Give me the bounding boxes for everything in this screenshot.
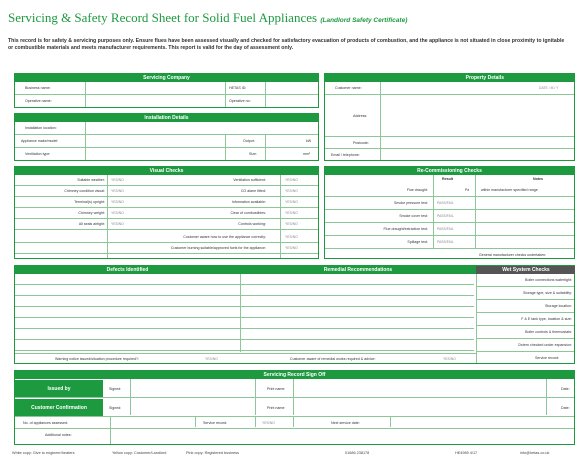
visual-checks-header: Visual Checks: [15, 167, 318, 175]
wet-service-record-label: Service record:: [535, 356, 560, 360]
address-field[interactable]: [381, 96, 571, 136]
visual-check-left-option[interactable]: YES/NO: [111, 211, 124, 215]
operative-no-field[interactable]: [266, 96, 318, 107]
hetas-id-field[interactable]: [266, 83, 318, 94]
operative-no-label: Operative no:: [229, 99, 251, 103]
visual-check-wide-label: Customer aware how to use the appliance correctly:: [183, 235, 266, 239]
visual-check-right-option[interactable]: YES/NO: [285, 189, 298, 193]
visual-check-right-label: Ventilation sufficient:: [233, 178, 266, 182]
visual-check-left-label: Chimney condition visual:: [64, 189, 105, 193]
next-service-date-label: Next service date:: [331, 421, 360, 425]
date-placeholder: DATE / M / Y: [539, 86, 559, 90]
signoff-header: Servicing Record Sign Off: [15, 371, 574, 379]
recommission-label: Flue draught:: [406, 188, 428, 192]
visual-check-right-option[interactable]: YES/NO: [285, 200, 298, 204]
visual-check-left-label: Chimney weight:: [78, 211, 105, 215]
footer-white-copy: White copy: Give to engineer/heaters: [12, 451, 75, 455]
additional-notes-label: Additional notes:: [45, 433, 72, 437]
visual-check-left-option[interactable]: YES/NO: [111, 200, 124, 204]
customer-name-field[interactable]: [381, 83, 531, 94]
warning-notice-label: Warning notice issued/situation procedure required?:: [55, 357, 139, 361]
wet-system-check-label: Boiler controls & thermostats:: [525, 330, 572, 334]
flue-draught-note: within manufacturer specified range: [481, 188, 538, 192]
wet-system-check-label: Storage type, size & suitability:: [523, 291, 572, 295]
issued-print-name-label: Print name:: [267, 387, 286, 391]
property-details-section: [324, 73, 575, 161]
visual-check-left-option[interactable]: YES/NO: [111, 178, 124, 182]
issued-date-label: Date:: [561, 387, 570, 391]
issued-by-label: Issued by: [15, 380, 103, 398]
visual-check-right-option[interactable]: YES/NO: [285, 211, 298, 215]
no-appliances-label: No. of appliances assessed:: [23, 421, 68, 425]
visual-check-right-option[interactable]: YES/NO: [285, 222, 298, 226]
footer-email: info@hetas.co.uk: [520, 451, 550, 455]
address-label: Address:: [353, 114, 368, 118]
business-name-field[interactable]: [86, 83, 224, 94]
recommission-option[interactable]: PASS/FAIL: [437, 227, 454, 231]
postcode-label: Postcode:: [353, 141, 369, 145]
manufacturer-checks-label: General manufacturer checks undertaken:: [479, 253, 547, 257]
installation-details-section: [14, 113, 319, 161]
page-title: [8, 10, 407, 26]
signoff-service-record-label: Service record:: [203, 421, 228, 425]
flue-draught-unit: Pa: [465, 188, 470, 192]
recommission-option[interactable]: PASS/FAIL: [437, 201, 454, 205]
size-field[interactable]: [266, 149, 302, 160]
customer-name-label: Customer name:: [335, 86, 362, 90]
recommission-label: Smoke cover test:: [399, 214, 428, 218]
customer-confirmation-label: Customer Confirmation: [15, 399, 103, 417]
wet-system-check-label: Storage location:: [545, 304, 572, 308]
operative-name-label: Operative name:: [25, 99, 52, 103]
issued-signature-field[interactable]: [131, 380, 254, 397]
ventilation-type-label: Ventilation type:: [25, 152, 51, 156]
defects-header: Defects Identified: [15, 266, 240, 274]
customer-print-name-label: Print name:: [267, 406, 286, 410]
remedial-field[interactable]: [242, 275, 474, 351]
visual-check-left-label: Terminal(s) upright:: [74, 200, 105, 204]
visual-check-left-label: All seals airtight:: [78, 222, 105, 226]
defects-field[interactable]: [16, 275, 239, 351]
visual-check-wide-label: Customer burning suitable/approved fuels for the appliance:: [170, 246, 266, 250]
footer-pink-copy: Pink copy: Registered business: [186, 451, 239, 455]
signoff-section: [14, 370, 575, 445]
issued-signed-label: Signed:: [109, 387, 122, 391]
appliance-make-model-field[interactable]: [86, 136, 224, 147]
wet-system-header: Wet System Checks: [476, 266, 575, 274]
visual-check-wide-option[interactable]: YES/NO: [285, 235, 298, 239]
next-service-date-field[interactable]: [391, 418, 574, 428]
signoff-service-record-option[interactable]: YES/NO: [262, 421, 275, 425]
hetas-id-label: HETAS ID:: [229, 86, 247, 90]
ventilation-type-field[interactable]: [86, 149, 224, 160]
size-label: Size:: [249, 152, 257, 156]
output-unit: kW: [306, 139, 312, 143]
warning-notice-option[interactable]: YES/NO: [205, 357, 218, 361]
output-field[interactable]: [266, 136, 304, 147]
customer-signature-field[interactable]: [131, 399, 254, 416]
business-name-label: Business name:: [25, 86, 51, 90]
installation-location-field[interactable]: [86, 123, 318, 134]
visual-check-right-option[interactable]: YES/NO: [285, 178, 298, 182]
servicing-company-section: [14, 73, 319, 108]
appliance-make-model-label: Appliance make/model:: [21, 139, 59, 143]
recommissioning-section: [324, 166, 575, 259]
operative-name-field[interactable]: [86, 96, 224, 107]
footer-yellow-copy: Yellow copy: Customer/Landlord: [112, 451, 167, 455]
customer-signed-label: Signed:: [109, 406, 122, 410]
intro-text: This record is for safety & servicing purposes only. Ensure flues have been assessed visually and checked for satisfactory evacuation of products of combustion, and the appliance is not situated in close proximity to ignitable or combustible materials and meets manufacturer requirements. This report is valid for the day of assessment only.: [8, 38, 565, 51]
footer-code-2: HE4989 4/17: [455, 451, 478, 455]
visual-check-right-label: Controls working:: [238, 222, 266, 226]
size-unit: mm²: [303, 152, 311, 156]
issued-print-name-field[interactable]: [294, 380, 545, 397]
recommission-label: Flue draught/extraction test:: [383, 227, 428, 231]
visual-check-wide-option[interactable]: YES/NO: [285, 246, 298, 250]
property-details-header: Property Details: [325, 74, 574, 82]
recommission-option[interactable]: PASS/FAIL: [437, 214, 454, 218]
customer-aware-remedial-label: Customer aware of remedial works required & advice:: [290, 357, 376, 361]
visual-checks-section: [14, 166, 319, 259]
postcode-field[interactable]: [381, 138, 571, 148]
title-text: Servicing & Safety Record Sheet for Solid Fuel Appliances: [8, 10, 318, 25]
notes-header: Notes: [533, 177, 543, 181]
no-appliances-field[interactable]: [111, 418, 194, 428]
servicing-company-header: Servicing Company: [15, 74, 318, 82]
visual-check-left-option[interactable]: YES/NO: [111, 222, 124, 226]
recommissioning-header: Re-Commissioning Checks: [325, 167, 574, 175]
remedial-header: Remedial Recommendations: [240, 266, 476, 274]
visual-check-right-label: Clear of combustibles:: [230, 211, 266, 215]
visual-check-left-label: Suitable weather:: [77, 178, 105, 182]
wet-system-check-label: F & E tank type, location & size:: [521, 317, 572, 321]
customer-date-label: Date:: [561, 406, 570, 410]
visual-check-right-label: Information available:: [231, 200, 266, 204]
customer-aware-remedial-option[interactable]: YES/NO: [443, 357, 456, 361]
visual-check-left-option[interactable]: YES/NO: [111, 189, 124, 193]
result-header: Result: [442, 177, 453, 181]
visual-check-right-label: CO alarm fitted:: [240, 189, 266, 193]
additional-notes-field[interactable]: [111, 430, 574, 444]
subtitle-text: (Landlord Safety Certificate): [320, 17, 408, 24]
installation-details-header: Installation Details: [15, 114, 318, 122]
customer-print-name-field[interactable]: [294, 399, 545, 416]
email-telephone-label: Email / telephone:: [331, 153, 360, 157]
recommission-label: Spillage test:: [407, 240, 428, 244]
recommission-option[interactable]: PASS/FAIL: [437, 240, 454, 244]
installation-location-label: Installation location:: [25, 126, 57, 130]
email-telephone-field[interactable]: [381, 150, 571, 160]
footer-code-1: 01686 238178: [345, 451, 370, 455]
wet-system-check-label: Cistern checked under expansion:: [517, 343, 572, 347]
defects-remedial-section: [14, 265, 575, 364]
output-label: Output:: [243, 139, 255, 143]
recommission-label: Smoke pressure test:: [394, 201, 428, 205]
wet-system-check-label: Boiler connections watertight:: [525, 278, 572, 282]
